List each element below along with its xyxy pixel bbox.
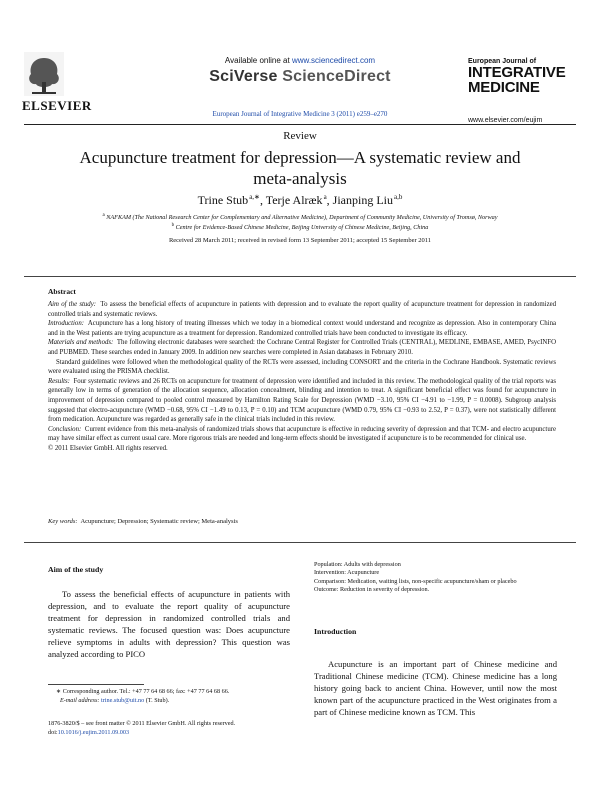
publisher-name: ELSEVIER [22, 98, 92, 113]
abstract-body [48, 300, 556, 454]
abstract-aim-label: Aim of the study: [48, 301, 96, 308]
abstract-methods-text: The following electronic databases were searched: the Cochrane Central Register for Controlled Trials (CENTRAL), MEDLINE, EMBASE, AMED, PsycINFO and PUBMED. These searches ended in January 2009. In addition new searches were completed in Asian databases in February 2010. [48, 339, 556, 356]
section-heading-introduction: Introduction [314, 627, 357, 636]
title-line2: meta-analysis [253, 169, 347, 188]
affiliation-b-mark: b [171, 223, 175, 228]
keywords [48, 518, 238, 525]
issn-block [48, 720, 235, 737]
journal-logo-line2: INTEGRATIVE [468, 64, 566, 81]
journal-url[interactable]: www.elsevier.com/eujim [468, 117, 543, 124]
abstract-methods-label: Materials and methods: [48, 339, 114, 347]
affiliation-b-text: Centre for Evidence-Based Chinese Medicine, Beijing University of Chinese Medicine, Beijing, China [175, 224, 429, 232]
abstract-conclusion-text: Current evidence from this meta-analysis of randomized trials shows that acupuncture is effective in reducing severity of depression and that TCM- and electro acupuncture may have similar effect as current usual care. More rigorous trials are needed and long-term effects should be investigated if acupuncture is to be recommended for clinical use. [48, 425, 556, 443]
affiliation-a-mark: a [102, 213, 105, 218]
author-name: Jianping Liu [332, 193, 393, 207]
email-label: E-mail address: [60, 697, 100, 704]
author-affil-mark: a,b [394, 193, 403, 201]
pico-list [314, 561, 557, 595]
abstract-methods2: Standard guidelines were followed when the methodological quality of the RCTs were assessed, including CONSORT and the criteria in the Cochrane Handbook. Systematic reviews were evaluated using the PRISMA checklist. [48, 358, 556, 376]
abstract-results-label: Results: [48, 377, 70, 385]
abstract-methods [48, 338, 556, 357]
abstract-aim [48, 300, 556, 319]
keywords-label: Key words: [48, 518, 78, 525]
abstract-copyright: © 2011 Elsevier GmbH. All rights reserved. [48, 444, 168, 452]
available-prefix: Available online at [224, 56, 292, 65]
aim-paragraph: To assess the beneficial effects of acupuncture in patients with depression, and to evaluate the report quality of acupuncture treatment for depression in randomized controlled trials and systematic reviews. The focused question was: Does acupuncture relieve symptoms in adults with depression? This question was analyzed according to PICO [48, 589, 290, 660]
pico-population: Population: Adults with depression [314, 561, 401, 568]
affiliation-a-text: NAFKAM (The National Research Center for Complementary and Alternative Medicine), Department of Community Medicine, University of Tromsø, Norway [106, 214, 498, 222]
affiliation-b [30, 222, 570, 232]
abstract-bottom-rule [24, 542, 576, 543]
affiliation-a [30, 212, 570, 222]
email-link[interactable]: trine.stub@uit.no [101, 697, 145, 704]
abstract-intro [48, 319, 556, 338]
received-dates: Received 28 March 2011; received in revised form 13 September 2011; accepted 15 September 2011 [168, 237, 432, 244]
abstract-top-rule [24, 276, 576, 277]
journal-logo-line3: MEDICINE [468, 79, 540, 96]
abstract-results [48, 377, 556, 425]
header-rule [24, 124, 576, 125]
sciencedirect-link[interactable]: www.sciencedirect.com [291, 56, 376, 65]
doi-prefix: doi: [48, 728, 58, 736]
author-affil-mark: a,∗ [249, 193, 260, 201]
abstract-aim-text: To assess the beneficial effects of acupuncture in patients with depression and to evaluate the report quality of acupuncture treatment for depression in randomized controlled trials and systematic reviews. [48, 301, 557, 318]
section-heading-aim: Aim of the study [48, 565, 104, 574]
journal-logo [468, 58, 578, 95]
author-name: Terje Alræk [265, 193, 323, 207]
introduction-paragraph: Acupuncture is an important part of Chinese medicine and Traditional Chinese medicine (TCM). Chinese medicine has a long history going back to ancient China. However, until now the most known part of the acupuncture practiced in the West originates from a part of Chinese medicine known as TCM. This [314, 659, 557, 718]
abstract-intro-label: Introduction: [48, 320, 84, 328]
journal-reference[interactable]: European Journal of Integrative Medicine 3 (2011) e259–e270 [212, 110, 388, 118]
doi-line [48, 729, 235, 738]
abstract-conclusion [48, 425, 556, 444]
journal-logo-line1: European Journal of [468, 58, 537, 65]
doi-link[interactable]: 10.1016/j.eujim.2011.09.003 [57, 728, 130, 736]
author-list: Trine Stub $^{a,∗}$, Terje Alræk $^a$, Jianping Liu $^{a,b}$ [197, 193, 403, 207]
author-name: Trine Stub [197, 193, 249, 207]
corresponding-author: ∗ Corresponding author. Tel.: +47 77 64 68 66; fax: +47 77 64 68 66. [56, 688, 230, 695]
issn-line: 1876-3820/$ – see front matter © 2011 Elsevier GmbH. All rights reserved. [48, 720, 236, 727]
email-suffix: (T. Stub). [144, 697, 170, 704]
article-title [60, 147, 540, 189]
pico-comparison: Comparison: Medication, waiting lists, non-specific acupuncture/sham or placebo [314, 577, 517, 585]
pico-outcome: Outcome: Reduction in severity of depression. [314, 586, 430, 594]
abstract-intro-text: Acupuncture has a long history of treating illnesses which we today in a biomedical context would understand and recognize as depression. Also in contemporary China and in the West patients are trying acupuncture as a treatment for depression. Randomized controlled trials have been conducted to investigate its efficacy. [48, 320, 556, 337]
title-line1: Acupuncture treatment for depression—A systematic review and [79, 148, 521, 167]
sciverse-word: SciVerse [209, 68, 283, 85]
article-type: Review [283, 130, 317, 142]
abstract-results-text: Four systematic reviews and 26 RCTs on acupuncture for treatment of depression were identified and included in this review. The methodological quality of the trial reports was generally low in terms of generation of the allocation sequence, allocation concealment, blinding and intention to treat. A significant beneficial effect was found for acupuncture in improvement of depression compared to pooled control measured by Hamilton Rating Scale for Depression (WMD −3.10, 95% CI −4.91 to −1.99, P = 0.0008). Subgroup analysis suggested that electro-acupuncture (WMD −0.68, 95% CI −1.49 to 0.13, P = 0.10) and TCM acupuncture (WMD 0.79, 95% CI −0.93 to 2.52, P = 0.37), were not statistically different from medication. Acupuncture was regarded as generally safe in the clinical trials included in this review. [48, 377, 556, 424]
abstract-heading: Abstract [48, 287, 76, 296]
author-affil-mark: a [323, 193, 327, 201]
pico-intervention: Intervention: Acupuncture [314, 569, 380, 577]
sciencedirect-word: ScienceDirect [282, 68, 391, 85]
email-line [60, 697, 290, 705]
abstract-conclusion-label: Conclusion: [48, 425, 82, 433]
keywords-text: Acupuncture; Depression; Systematic review; Meta-analysis [80, 518, 238, 525]
footnote-rule [48, 684, 144, 685]
